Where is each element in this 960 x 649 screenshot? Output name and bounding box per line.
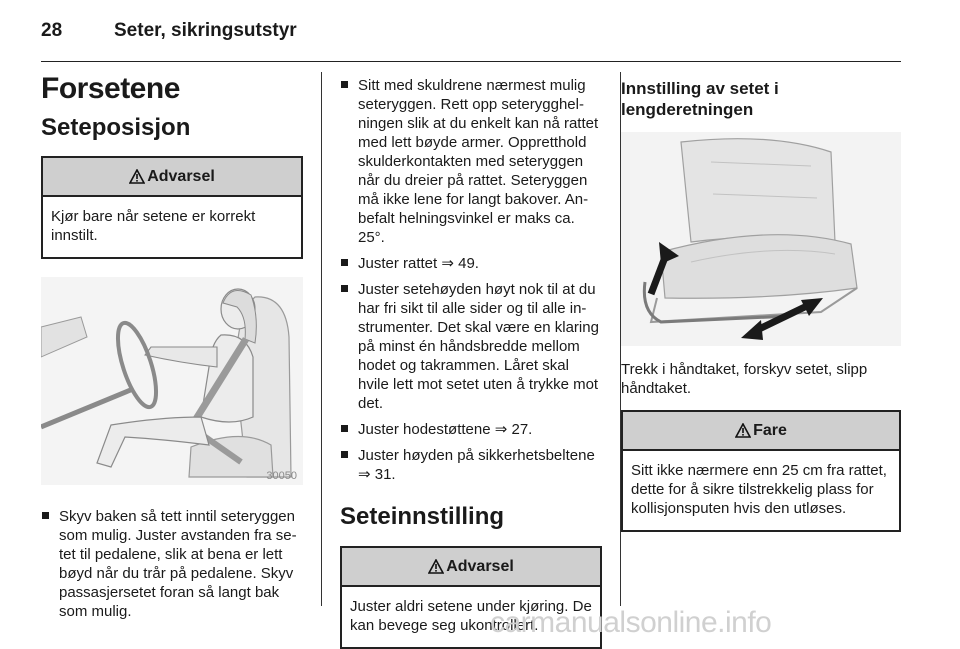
list-item bbox=[340, 446, 602, 484]
danger-text: Sitt ikke nærmere enn 25 cm fra rattet, dette for å sikre tilstrekkelig plass for kollisjonsputen hvis den utløses. bbox=[631, 462, 887, 517]
list-item-text: Juster rattet ⇒ 49. bbox=[358, 255, 479, 272]
warning-header bbox=[43, 158, 301, 197]
bullet-list bbox=[340, 76, 602, 484]
warning-label: Advarsel bbox=[446, 557, 514, 575]
warning-text: Juster aldri setene under kjøring. De kan bevege seg ukontrollert. bbox=[350, 598, 592, 634]
watermark: carmanualsonline.info bbox=[490, 606, 772, 639]
list-item-text: Juster setehøyden høyt nok til at du har fri sikt til alle sider og til alle instrumenter. Det skal være en klaring på minst én håndsbredde mellom hodet og takrammen. Låret skal hvile lett mot setet uten å trykke mot det. bbox=[358, 281, 599, 412]
page-header bbox=[41, 20, 901, 60]
illustration-caption: Trekk i håndtaket, forskyv setet, slipp håndtaket. bbox=[621, 361, 868, 397]
bullet-icon bbox=[42, 512, 49, 519]
bullet-icon bbox=[341, 451, 348, 458]
list-item-text: Sitt med skuldrene nærmest mulig seteryggen. Rett opp seterygghelningen slik at du enkelt kan nå rattet med lett bøyde armer. Oppretthold skulderkontakten med seteryggen når du dreier på rattet. Seteryggen må ikke lene for langt bakover. Anbefalt helningsvinkel er maks ca. 25°. bbox=[358, 77, 599, 246]
warning-triangle-icon bbox=[129, 169, 145, 184]
left-column bbox=[41, 72, 303, 628]
list-item bbox=[340, 254, 602, 273]
warning-triangle-icon bbox=[735, 423, 751, 438]
section-title: Seter, sikringsutstyr bbox=[114, 20, 297, 41]
bullet-list bbox=[41, 507, 303, 621]
bullet-icon bbox=[341, 81, 348, 88]
section-heading: Seteinnstilling bbox=[340, 503, 505, 530]
driver-seat-drawing bbox=[41, 277, 303, 485]
column-divider bbox=[321, 72, 322, 606]
warning-triangle-icon bbox=[428, 559, 444, 574]
danger-header bbox=[623, 412, 899, 451]
list-item bbox=[340, 280, 602, 413]
middle-column bbox=[340, 72, 602, 649]
bullet-icon bbox=[341, 285, 348, 292]
list-item-text: Juster hodestøttene ⇒ 27. bbox=[358, 421, 533, 438]
figure-number: 30050 bbox=[266, 470, 297, 482]
page-title: Forsetene bbox=[41, 72, 180, 105]
seating-position-illustration bbox=[41, 277, 303, 485]
list-item bbox=[340, 420, 602, 439]
list-item-text: Skyv baken så tett inntil seteryggen som mulig. Juster avstanden fra setet til pedalene, slik at bena er lett bøyd når du trår på pedalene. Skyv passasjersetet foran så langt bak som mulig. bbox=[59, 508, 297, 620]
danger-box bbox=[621, 410, 901, 532]
warning-header bbox=[342, 548, 600, 587]
page-number: 28 bbox=[41, 20, 63, 41]
seat-adjust-illustration bbox=[621, 132, 901, 346]
bullet-icon bbox=[341, 425, 348, 432]
section-heading: Seteposisjon bbox=[41, 114, 191, 141]
warning-text: Kjør bare når setene er korrekt innstilt. bbox=[51, 208, 256, 244]
list-item bbox=[340, 76, 602, 247]
warning-box bbox=[41, 156, 303, 259]
right-column bbox=[621, 72, 901, 532]
warning-label: Advarsel bbox=[147, 167, 215, 185]
bullet-icon bbox=[341, 259, 348, 266]
danger-label: Fare bbox=[753, 421, 787, 439]
list-item-text: Juster høyden på sikkerhetsbeltene ⇒ 31. bbox=[358, 447, 595, 483]
seat-lever-drawing bbox=[621, 132, 901, 346]
header-divider bbox=[41, 61, 901, 62]
list-item bbox=[41, 507, 303, 621]
section-heading: Innstilling av setet i lengderetningen bbox=[621, 79, 779, 119]
